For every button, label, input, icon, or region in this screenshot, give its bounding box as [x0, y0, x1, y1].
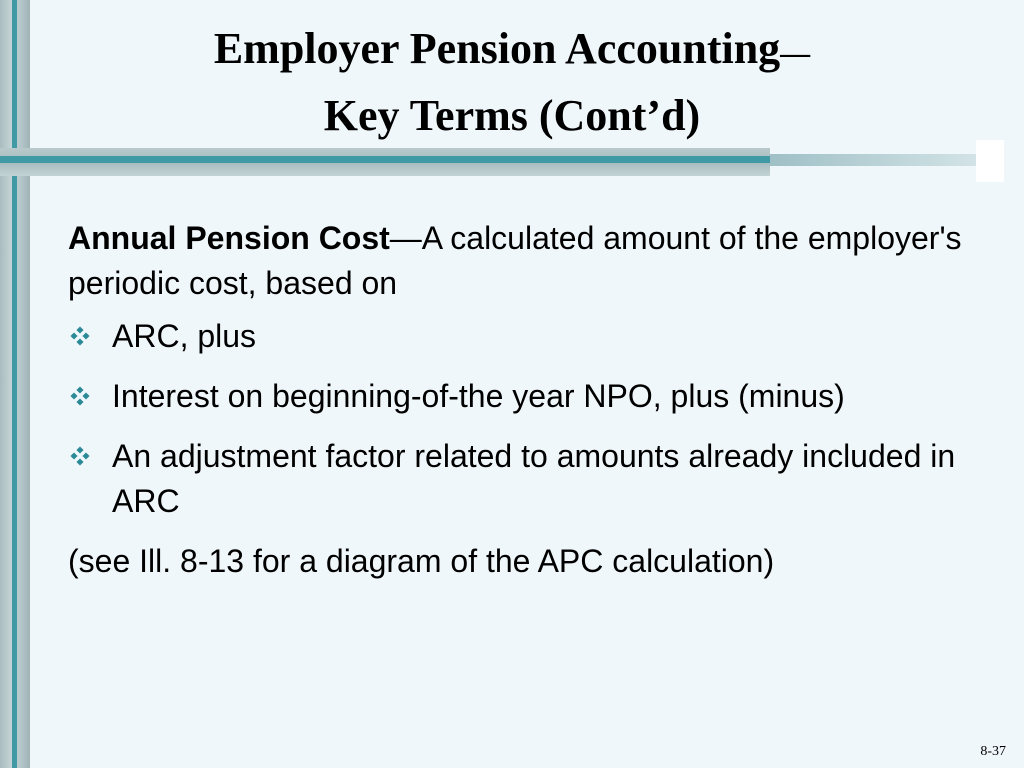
diamond-bullet-icon	[70, 446, 90, 466]
slide-body	[68, 216, 968, 584]
definition-text: —A calculated amount of the employer's periodic cost, based on	[68, 220, 962, 301]
title-line-1: Employer Pension Accounting	[213, 24, 781, 73]
closing-note: (see Ill. 8-13 for a diagram of the APC calculation)	[68, 543, 775, 579]
title-dash: —	[780, 37, 811, 70]
bullet-text: An adjustment factor related to amounts already included in ARC	[112, 438, 956, 519]
title-divider-bar	[0, 148, 770, 176]
left-decorative-bar	[0, 0, 30, 768]
slide-title	[30, 18, 994, 147]
diamond-bullet-icon	[70, 386, 90, 406]
slide-number: 8-37	[980, 744, 1006, 759]
bullet-item	[68, 434, 968, 524]
bullet-item	[68, 314, 968, 359]
definition-paragraph	[68, 216, 968, 306]
diamond-bullet-icon	[70, 326, 90, 346]
bullet-text: ARC, plus	[112, 318, 257, 354]
bullet-list	[68, 314, 968, 524]
defined-term: Annual Pension Cost	[68, 220, 390, 256]
title-divider-end	[770, 154, 976, 166]
bullet-item	[68, 374, 968, 419]
bullet-text: Interest on beginning-of-the year NPO, plus (minus)	[112, 378, 845, 414]
title-line-2: Key Terms (Cont’d)	[323, 91, 701, 140]
